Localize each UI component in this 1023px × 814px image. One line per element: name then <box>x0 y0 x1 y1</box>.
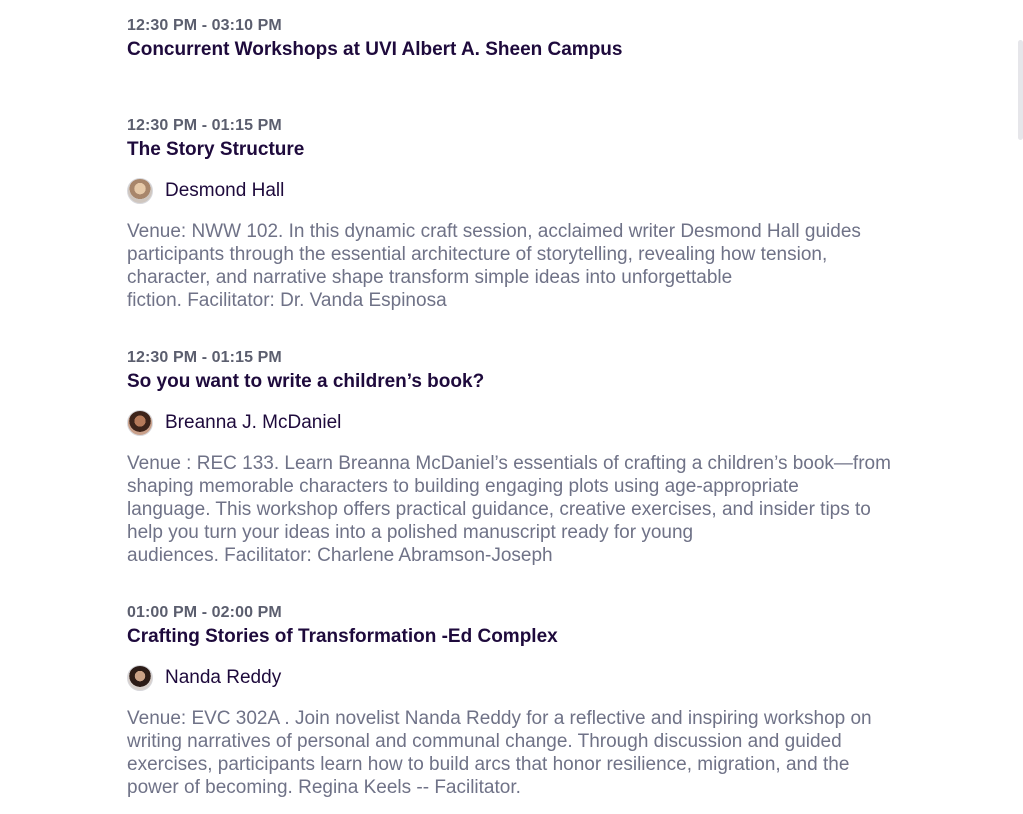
description-line: exercises, participants learn how to build arcs that honor resilience, migration, and the <box>127 754 850 775</box>
agenda-slot <box>127 603 927 799</box>
description-line: shaping memorable characters to building engaging plots using age-appropriate <box>127 476 799 497</box>
speaker-name[interactable]: Nanda Reddy <box>165 667 282 688</box>
agenda-slot <box>127 16 927 116</box>
slot-title[interactable]: Concurrent Workshops at UVI Albert A. Sheen Campus <box>127 39 623 60</box>
slot-time: 12:30 PM - 01:15 PM <box>127 349 282 366</box>
slot-time: 01:00 PM - 02:00 PM <box>127 604 282 621</box>
speaker-row[interactable] <box>127 410 927 436</box>
description-line: fiction. Facilitator: Dr. Vanda Espinosa <box>127 290 447 311</box>
description-line: audiences. Facilitator: Charlene Abramson-Joseph <box>127 545 553 566</box>
slot-title[interactable]: Crafting Stories of Transformation -Ed Complex <box>127 626 558 647</box>
speaker-row[interactable] <box>127 665 927 691</box>
agenda-slot <box>127 348 927 603</box>
description-line: character, and narrative shape transform simple ideas into unforgettable <box>127 267 733 288</box>
description-line: language. This workshop offers practical guidance, creative exercises, and insider tips to <box>127 499 871 520</box>
agenda-list <box>127 16 927 799</box>
speaker-name[interactable]: Breanna J. McDaniel <box>165 412 342 433</box>
description-line: Venue : REC 133. Learn Breanna McDaniel’s essentials of crafting a children’s book—from <box>127 453 891 474</box>
speaker-avatar <box>127 178 153 204</box>
slot-description <box>127 452 927 567</box>
slot-title[interactable]: So you want to write a children’s book? <box>127 371 485 392</box>
description-line: power of becoming. Regina Keels -- Facilitator. <box>127 777 521 798</box>
description-line: Venue: EVC 302A . Join novelist Nanda Reddy for a reflective and inspiring workshop on <box>127 708 872 729</box>
slot-description <box>127 220 927 312</box>
speaker-avatar <box>127 410 153 436</box>
speaker-avatar <box>127 665 153 691</box>
slot-description <box>127 707 927 799</box>
slot-time: 12:30 PM - 01:15 PM <box>127 117 282 134</box>
description-line: Venue: NWW 102. In this dynamic craft session, acclaimed writer Desmond Hall guides <box>127 221 861 242</box>
description-line: writing narratives of personal and communal change. Through discussion and guided <box>127 731 842 752</box>
page-scrollbar[interactable] <box>1018 40 1023 140</box>
speaker-name[interactable]: Desmond Hall <box>165 180 285 201</box>
slot-time: 12:30 PM - 03:10 PM <box>127 17 282 34</box>
description-line: help you turn your ideas into a polished manuscript ready for young <box>127 522 694 543</box>
agenda-slot <box>127 116 927 348</box>
description-line: participants through the essential architecture of storytelling, revealing how tension, <box>127 244 828 265</box>
speaker-row[interactable] <box>127 178 927 204</box>
slot-title[interactable]: The Story Structure <box>127 139 305 160</box>
